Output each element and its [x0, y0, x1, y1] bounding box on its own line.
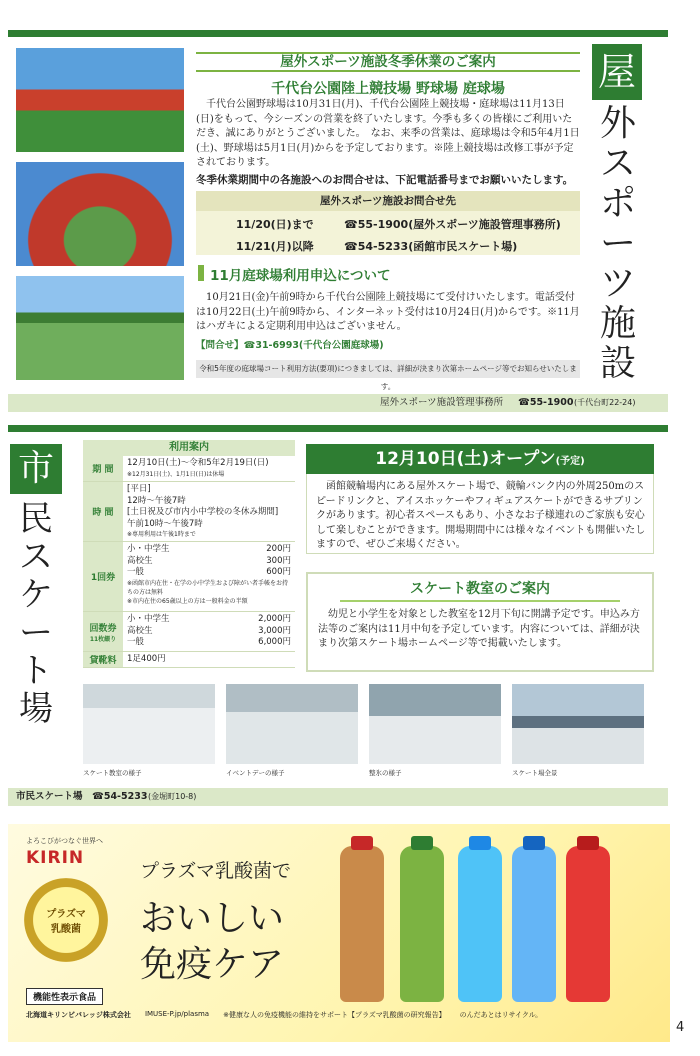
tennis-inquiry: 【問合せ】☎31-6993(千代台公園庭球場) — [196, 340, 384, 351]
ad-recycle: のんだあとはリサイクル。 — [459, 1011, 543, 1019]
skate-footer-phone: ☎54-5233 — [92, 791, 148, 802]
tennis-paragraph: 10月21日(金)午前9時から千代台公園陸上競技場にて受付けいたします。電話受付は10月22日(土)午前9時から、インターネット受付は10月24日(月)からです。※11月はハガキによる定期利用申込はございません。 — [196, 292, 580, 332]
time-line: 12時～午後7時 — [127, 495, 186, 506]
seal-line1: プラズマ — [46, 909, 86, 920]
coupon-label: 回数券 — [89, 623, 117, 634]
price-line — [127, 544, 291, 556]
class-title: スケート教室のご案内 — [410, 581, 550, 597]
bottle-cap — [411, 836, 433, 850]
contact-phone-2: ☎54-5233(函館市民スケート場) — [344, 240, 518, 253]
functional-food-label: 機能性表示食品 — [26, 988, 103, 1005]
outdoor-vlabel-char: 設 — [599, 343, 636, 384]
info-row-rental — [83, 652, 295, 668]
coupon-sub: 11枚綴り — [89, 635, 117, 643]
skate-vlabel-char: 民 — [19, 499, 53, 539]
time-label: 時 間 — [83, 482, 123, 541]
price-name: 一般 — [127, 637, 145, 647]
price-name: 一般 — [127, 567, 145, 577]
time-note: ※専用利用は午後1時まで — [127, 531, 196, 538]
price-line — [127, 626, 291, 638]
bottle-cap — [523, 836, 545, 850]
price-value: 300円 — [266, 555, 291, 566]
rink-overview-photo — [512, 684, 644, 764]
time-cell — [123, 482, 295, 541]
period-label: 期 間 — [83, 456, 123, 481]
contact-period-2: 11/21(月)以降 — [236, 240, 314, 253]
single-note: ※市内在住の65歳以上の方は一般料金の半額 — [127, 597, 248, 605]
ad-headline-2: おいしい — [140, 898, 285, 939]
price-name: 高校生 — [127, 555, 153, 566]
ad-note: ※健康な人の免疫機能の維持をサポート【プラズマ乳酸菌の研究報告】 — [223, 1011, 446, 1019]
bottle-cap — [577, 836, 599, 850]
ad-url[interactable]: IMUSE-P.jp/plasma — [144, 1010, 210, 1018]
bottle-cap — [469, 836, 491, 850]
photo-caption: スケート教室の様子 — [83, 769, 142, 777]
tennis-heading: 11月庭球場利用申込について — [210, 268, 391, 284]
outdoor-vlabel-first: 屋 — [592, 44, 642, 100]
price-line — [127, 567, 291, 579]
outdoor-footer — [8, 394, 668, 412]
coupon-label-cell — [83, 612, 123, 651]
price-value: 2,000円 — [258, 614, 291, 624]
info-title: 利用案内 — [83, 440, 295, 456]
contact-period-1: 11/20(日)まで — [236, 218, 314, 231]
skate-vlabel-char: ト — [19, 651, 53, 691]
ad-headline-1: プラズマ乳酸菌で — [140, 860, 292, 882]
outdoor-vlabel-char: ポ — [599, 183, 636, 224]
price-value: 6,000円 — [258, 637, 291, 647]
time-line: [平日] — [127, 484, 151, 494]
single-label: 1回券 — [83, 542, 123, 611]
tennis-heading-bar — [198, 265, 204, 281]
open-title-suffix: (予定) — [555, 456, 585, 467]
skate-vlabel-char: 場 — [19, 689, 53, 729]
bottle-imuse-yogurt — [566, 846, 610, 1002]
price-name: 小・中学生 — [127, 614, 170, 624]
skate-footer-addr: (金堀町10-8) — [148, 792, 197, 801]
rental-label: 貸靴料 — [83, 652, 123, 667]
skate-footer — [8, 788, 668, 806]
photo-caption: スケート場全景 — [512, 769, 558, 777]
tennis-photo — [16, 276, 184, 380]
outdoor-vlabel-char: ツ — [599, 263, 636, 304]
bottle-imuse-lemon — [458, 846, 502, 1002]
stadium-photo — [16, 48, 184, 152]
info-row-time — [83, 482, 295, 542]
outdoor-vlabel-char: 施 — [599, 303, 636, 344]
outdoor-vlabel-char: ー — [599, 223, 636, 264]
outdoor-paragraph: 千代台公園野球場は10月31日(月)、千代台公園陸上競技場・庭球場は11月13日(日)をもって、今シーズンの営業を終了いたします。今季も多くの皆様にご利用いただき、誠にありがとうございました。 なお、来季の営業は、庭球場は令和5年4月1日(土)、野球場は5月1日(月)からを予定しております。※陸上競技場は改修工事が予定されております。 — [196, 99, 580, 168]
bottle-cap — [351, 836, 373, 850]
photo-caption: イベントデーの様子 — [226, 769, 285, 777]
price-name: 小・中学生 — [127, 544, 170, 554]
open-title: 12月10日(土)オープン — [375, 449, 556, 469]
bottle-imuse-water — [512, 846, 556, 1002]
outdoor-footer-phone: ☎55-1900 — [518, 397, 574, 408]
info-row-coupon — [83, 612, 295, 652]
info-row-period — [83, 456, 295, 482]
class-paragraph: 幼児と小学生を対象とした教室を12月下旬に開講予定です。申込み方法等のご案内は11月中旬を予定しています。内容については、詳細が決まり次第スケート場ホームページ等で掲載いたします。 — [318, 609, 640, 649]
rental-value: 1足400円 — [127, 654, 166, 664]
outdoor-vlabel-char: 外 — [599, 103, 636, 144]
outdoor-title: 屋外スポーツ施設冬季休業のご案内 — [196, 52, 580, 72]
ad-company: 北海道キリンビバレッジ株式会社 — [26, 1011, 131, 1019]
open-paragraph: 函館競輪場内にある屋外スケート場で、競輪バンク内の外周250mのスピードリンクと、アイスホッケーやフィギュアスケートができるサブリンクがあります。初心者スペースもあり、小さなお子様連れのご家族も安心して楽しむことができます。開場期間中には様々なイベントも開催いたしますので、ぜひご来場ください。 — [316, 481, 646, 550]
ad-tagline: よろこびがつなぐ世界へ — [26, 837, 103, 845]
skate-class-photo — [83, 684, 215, 764]
skate-vlabel-char: ー — [19, 613, 53, 653]
ad-footer — [26, 1010, 666, 1020]
ad-headline-3: 免疫ケア — [140, 944, 285, 985]
skate-vlabel-first: 市 — [10, 444, 62, 494]
single-cell — [123, 542, 295, 611]
time-line: [土日祝及び市内小中学校の冬休み期間] — [127, 507, 279, 517]
class-underline — [340, 600, 620, 602]
bottle-milk-tea — [340, 846, 384, 1002]
price-line — [127, 556, 291, 568]
event-day-photo — [226, 684, 358, 764]
section-top-rule — [8, 30, 668, 37]
page-number: 4 — [676, 1020, 685, 1035]
ice-resurfacing-photo — [369, 684, 501, 764]
info-row-single — [83, 542, 295, 612]
outdoor-vlabel-char: ス — [599, 143, 636, 184]
grey-note: 令和5年度の庭球場コート利用方法(要項)につきましては、詳細が決まり次第ホームページ等でお知らせいたします。 — [196, 360, 580, 378]
contact-header: 屋外スポーツ施設お問合せ先 — [196, 191, 580, 211]
price-name: 高校生 — [127, 625, 153, 636]
bottle-green-tea — [400, 846, 444, 1002]
baseball-photo — [16, 162, 184, 266]
single-note: ※函館市内在住・在学の小中学生および障がい者手帳をお持ちの方は無料 — [127, 579, 289, 596]
price-value: 200円 — [266, 544, 291, 554]
outdoor-footer-name: 屋外スポーツ施設管理事務所 — [380, 397, 504, 408]
outdoor-footer-addr: (千代台町22-24) — [574, 398, 636, 407]
skate-vlabel-char: ケ — [19, 575, 53, 615]
coupon-cell — [123, 612, 295, 651]
period-note: ※12月31日(土)、1月1日(日)は休場 — [127, 470, 225, 478]
skate-top-rule — [8, 425, 668, 432]
price-value: 600円 — [266, 567, 291, 577]
period-cell — [123, 456, 295, 481]
price-value: 3,000円 — [258, 625, 291, 636]
price-line — [127, 614, 291, 626]
period-value: 12月10日(土)～令和5年2月19日(日) — [127, 458, 269, 468]
kirin-logo: KIRIN — [26, 848, 85, 868]
price-line — [127, 637, 291, 649]
outdoor-subtitle: 千代台公園陸上競技場 野球場 庭球場 — [271, 81, 505, 97]
photo-caption: 整氷の様子 — [369, 769, 402, 777]
time-line: 午前10時～午後7時 — [127, 518, 203, 529]
seal-line2: 乳酸菌 — [51, 924, 81, 935]
skate-vlabel-char: ス — [19, 537, 53, 577]
open-banner — [306, 444, 654, 474]
skate-info-table — [83, 440, 295, 668]
skate-footer-name: 市民スケート場 — [16, 791, 83, 802]
closure-note: 冬季休業期間中の各施設へのお問合せは、下記電話番号までお願いいたします。 — [196, 174, 574, 186]
plasma-seal-icon — [24, 878, 108, 962]
contact-phone-1: ☎55-1900(屋外スポーツ施設管理事務所) — [344, 218, 561, 231]
